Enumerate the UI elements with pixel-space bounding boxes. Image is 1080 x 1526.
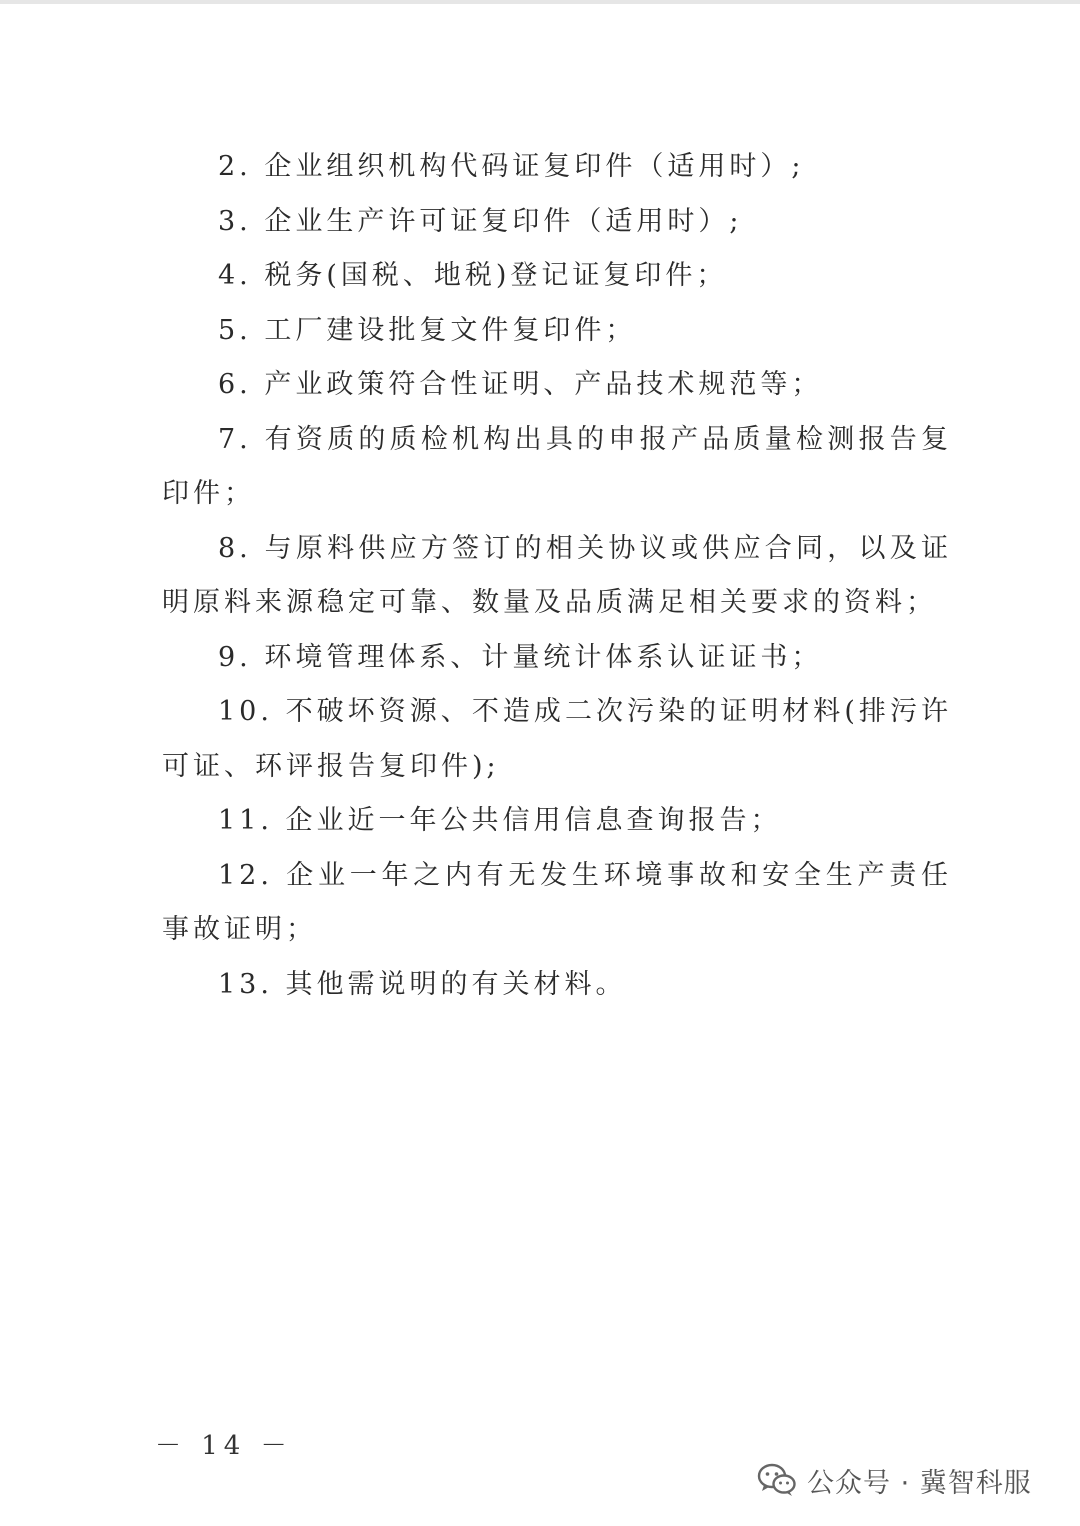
- watermark: [757, 1458, 1032, 1502]
- list-item: 7. 有资质的质检机构出具的申报产品质量检测报告复印件；: [162, 423, 952, 509]
- page-top-edge: [0, 0, 1080, 4]
- list-item: 8. 与原料供应方签订的相关协议或供应合同，以及证明原料来源稳定可靠、数量及品质满足相关要求的资料；: [162, 532, 952, 618]
- list-item: 5. 工厂建设批复文件复印件；: [218, 314, 637, 346]
- list-item: 13. 其他需说明的有关材料。: [218, 968, 627, 1000]
- list-item: 2. 企业组织机构代码证复印件（适用时）;: [218, 151, 805, 182]
- list-item: 10. 不破坏资源、不造成二次污染的证明材料(排污许可证、环评报告复印件);: [162, 696, 952, 782]
- wechat-icon: [757, 1462, 797, 1498]
- document-body: [162, 140, 952, 1012]
- list-item: 9. 环境管理体系、计量统计体系认证证书；: [218, 641, 823, 673]
- list-item: 6. 产业政策符合性证明、产品技术规范等；: [218, 369, 823, 400]
- watermark-text: 公众号 · 冀智科服: [807, 1467, 1032, 1499]
- list-item: 3. 企业生产许可证复印件（适用时）;: [218, 205, 743, 237]
- list-item: 12. 企业一年之内有无发生环境事故和安全生产责任事故证明；: [162, 859, 952, 945]
- page-number: － 14 －: [155, 1431, 293, 1461]
- list-item: 11. 企业近一年公共信用信息查询报告；: [218, 805, 782, 836]
- list-item: 4. 税务(国税、地税)登记证复印件；: [218, 260, 728, 291]
